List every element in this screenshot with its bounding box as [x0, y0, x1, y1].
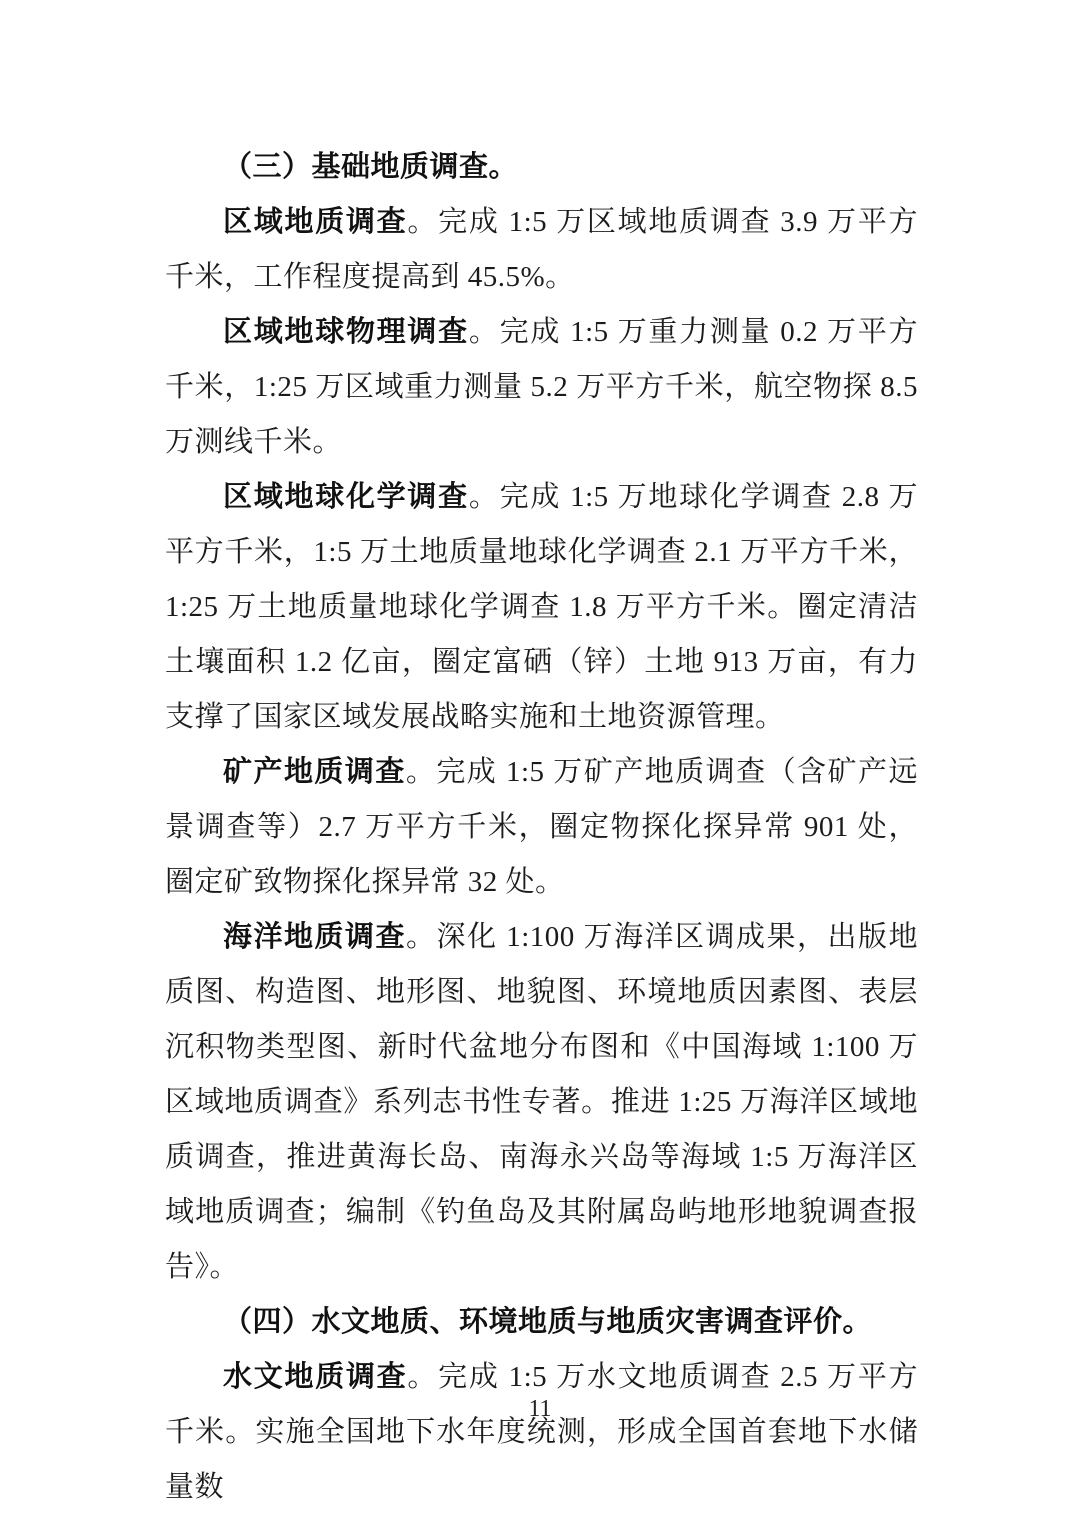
section-heading-3: （三）基础地质调查。: [223, 151, 519, 183]
paragraph-text: 。完成 1:5 万矿产地质调查（含矿产远景调查等）2.7 万平方千米，圈定物探化探异常 901 处，圈定矿致物探化探异常 32 处。: [165, 756, 918, 898]
paragraph-text: 。完成 1:5 万区域地质调查 3.9 万平方千米，工作程度提高到 45.5%。: [165, 206, 918, 293]
paragraph-mineral-geology: [165, 745, 918, 910]
paragraph-geochemistry: [165, 470, 918, 745]
paragraph-text: 。完成 1:5 万重力测量 0.2 万平方千米，1:25 万区域重力测量 5.2 万平方千米，航空物探 8.5 万测线千米。: [165, 316, 918, 458]
paragraph-lead: 水文地质调查: [223, 1361, 408, 1393]
paragraph-lead: 区域地质调查: [223, 206, 408, 238]
paragraph-marine-geology: [165, 910, 918, 1295]
paragraph-text: 。完成 1:5 万水文地质调查 2.5 万平方千米。实施全国地下水年度统测，形成全国首套地下水储量数: [165, 1361, 918, 1503]
section-heading-4: （四）水文地质、环境地质与地质灾害调查评价。: [223, 1306, 873, 1338]
paragraph-lead: 区域地球化学调查: [223, 481, 469, 513]
page-number: 11: [528, 1396, 552, 1422]
document-body: [165, 140, 918, 1515]
paragraph-regional-geology: [165, 195, 918, 305]
paragraph-lead: 海洋地质调查: [223, 921, 406, 953]
paragraph-text: 。深化 1:100 万海洋区调成果，出版地质图、构造图、地形图、地貌图、环境地质因素图、表层沉积物类型图、新时代盆地分布图和《中国海域 1:100 万区域地质调查》系列志书性专著。推进 1:25 万海洋区域地质调查，推进黄海长岛、南海永兴岛等海域 1:5 万海洋区域地质调查；编制《钓鱼岛及其附属岛屿地形地貌调查报告》。: [165, 921, 918, 1283]
paragraph-text: 。完成 1:5 万地球化学调查 2.8 万平方千米，1:5 万土地质量地球化学调查 2.1 万平方千米，1:25 万土地质量地球化学调查 1.8 万平方千米。圈定清洁土壤面积 1.2 亿亩，圈定富硒（锌）土地 913 万亩，有力支撑了国家区域发展战略实施和土地资源管理。: [165, 481, 918, 733]
paragraph-lead: 区域地球物理调查: [223, 316, 469, 348]
paragraph-lead: 矿产地质调查: [223, 756, 406, 788]
paragraph-geophysics: [165, 305, 918, 470]
paragraph-hydrogeology: [165, 1350, 918, 1515]
